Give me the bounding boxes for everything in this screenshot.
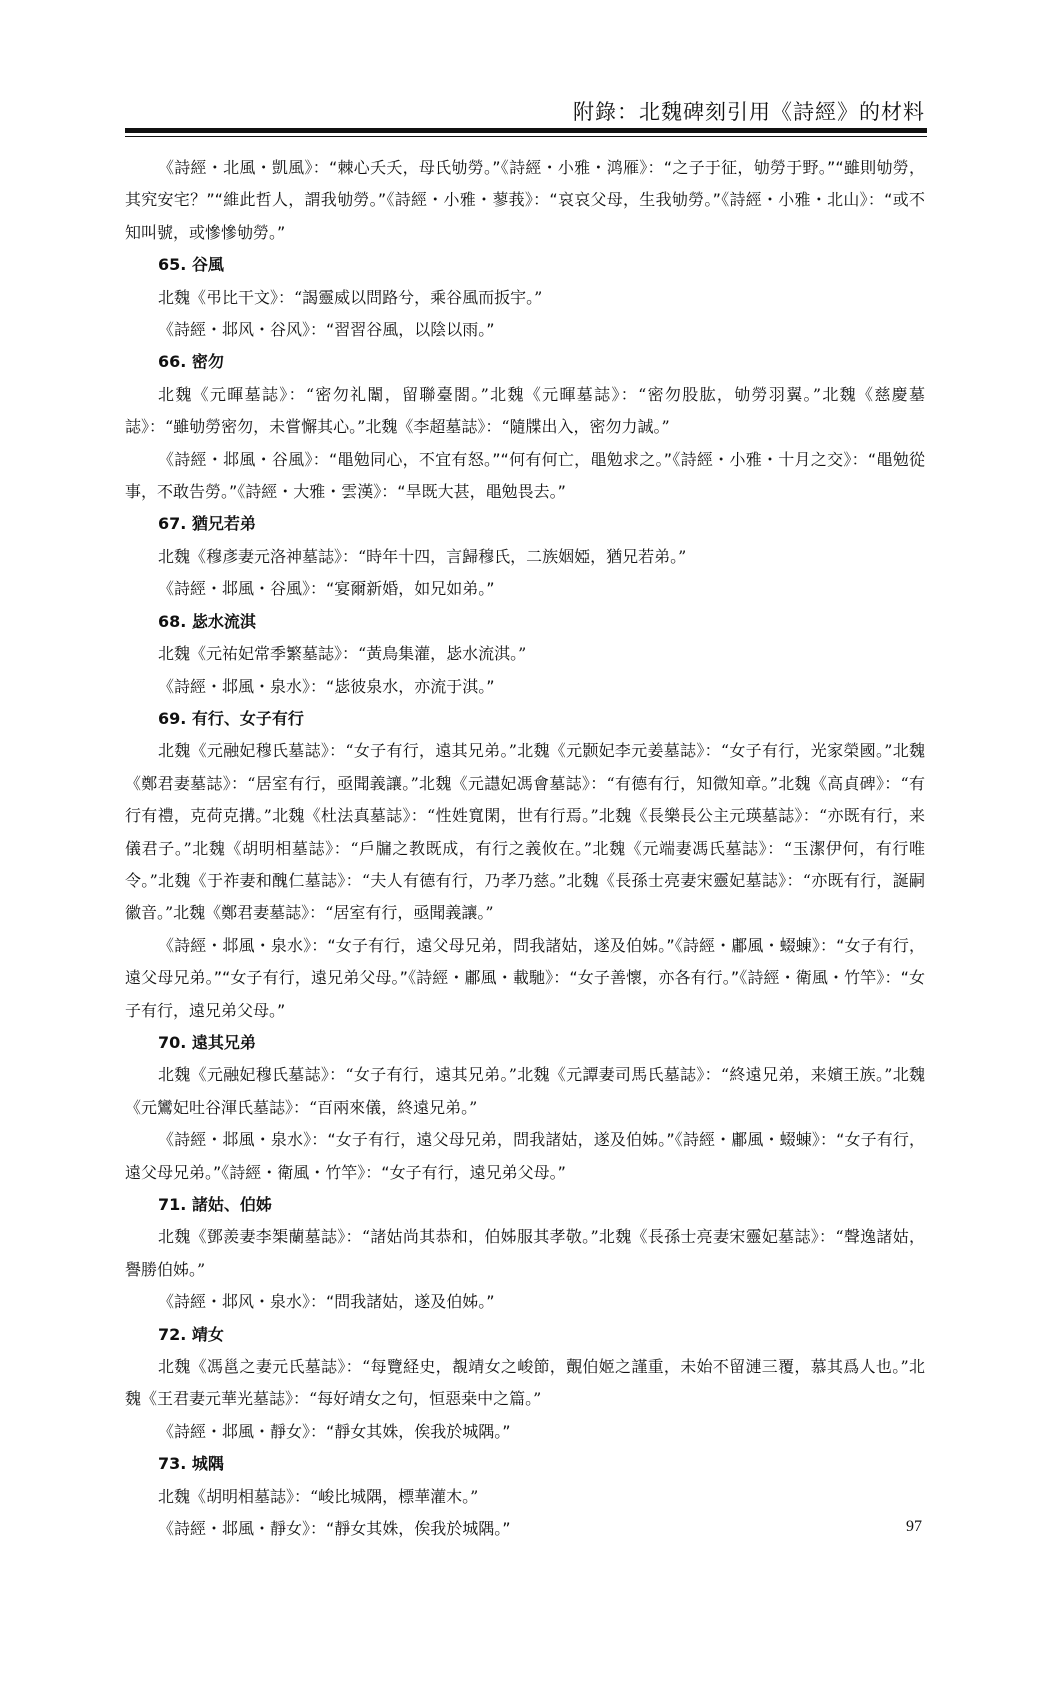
shijing-paragraph: 《詩經・邶风・谷风》：“習習谷風，以陰以雨。” [158,320,495,340]
shijing-paragraph: 《詩經・北風・凱風》：“棘心夭夭，母氏劬勞。”《詩經・小雅・鸿雁》：“之子于征，劬勞于野。”“雖則劬勞，其究安宅？”“維此哲人，謂我劬勞。”《詩經・小雅・蓼莪》：“哀哀父母，生我劬勞。”《詩經・小雅・北山》：“或不知叫號，或慘慘劬勞。” [125,158,925,242]
inscription-paragraph: 北魏《元融妃穆氏墓誌》：“女子有行，遠其兄弟。”北魏《元颢妃李元姜墓誌》：“女子有行，光家榮國。”北魏《鄭君妻墓誌》：“居室有行，亟聞義讓。”北魏《元譿妃馮會墓誌》：“有德有行，知微知章。”北魏《高貞碑》：“有行有禮，克荷克搆。”北魏《杜法真墓誌》：“性姓寬閑，世有行焉。”北魏《長樂長公主元瑛墓誌》：“亦既有行，来儀君子。”北魏《胡明相墓誌》：“戶牖之教既成，有行之義攸在。”北魏《元端妻馮氏墓誌》：“玉潔伊何，有行唯令。”北魏《于祚妻和醜仁墓誌》：“夫人有德有行，乃孝乃慈。”北魏《長孫士亮妻宋靈妃墓誌》：“亦既有行，誕嗣徽音。”北魏《鄭君妻墓誌》：“居室有行，亟聞義讓。” [125,741,925,923]
inscription-paragraph: 北魏《胡明相墓誌》：“峻比城隅，標華灌木。” [158,1486,479,1506]
section-heading: 68. 毖水流淇 [158,611,256,631]
section-heading: 71. 諸姑、伯姊 [158,1195,272,1214]
section-heading: 69. 有行、女子有行 [158,708,304,728]
shijing-paragraph: 《詩經・邶風・靜女》：“靜女其姝，俟我於城隅。” [158,1421,511,1441]
shijing-paragraph: 《詩經・邶風・谷風》：“宴爾新婚，如兄如弟。” [158,579,495,599]
section-heading: 65. 谷風 [158,255,224,275]
header-rule-thick [125,128,927,133]
section-heading: 70. 遠其兄弟 [158,1032,256,1052]
inscription-paragraph: 北魏《馮邕之妻元氏墓誌》：“每覽経史，覩靖女之峻節，覿伯姬之謹重，未始不留漣三覆，慕其爲人也。”北魏《王君妻元華光墓誌》：“每好靖女之句，恒惡桒中之篇。” [125,1357,925,1409]
inscription-paragraph: 北魏《元暉墓誌》：“密勿礼闈，留聯臺閤。”北魏《元暉墓誌》：“密勿股肱，劬勞羽翼。”北魏《慈慶墓誌》：“雖劬勞密勿，未嘗懈其心。”北魏《李超墓誌》：“隨牒出入，密勿力誠。” [125,384,925,437]
shijing-paragraph: 《詩經・邶風・泉水》：“女子有行，遠父母兄弟，問我諸姑，遂及伯姊。”《詩經・鄘風・蝃蝀》：“女子有行，遠父母兄弟。”“女子有行，遠兄弟父母。”《詩經・鄘風・載馳》：“女子善懷，亦各有行。”《詩經・衛風・竹竿》：“女子有行，遠兄弟父母。” [125,935,925,1020]
shijing-paragraph: 《詩經・邶風・谷風》：“黽勉同心，不宜有怒。”“何有何亡，黽勉求之。”《詩經・小雅・十月之交》：“黽勉從事，不敢告勞。”《詩經・大雅・雲漢》：“旱既大甚，黽勉畏去。” [125,449,925,502]
inscription-paragraph: 北魏《弔比干文》：“謁靈威以問路兮，乘谷風而扳宇。” [158,287,543,307]
section-heading: 73. 城隅 [158,1454,224,1474]
page-number: 97 [906,1518,922,1535]
running-header: 附錄：北魏碑刻引用《詩經》的材料 [573,100,925,124]
shijing-paragraph: 《詩經・邶风・泉水》：“問我諸姑，遂及伯姊。” [158,1292,495,1312]
inscription-paragraph: 北魏《元祐妃常季繁墓誌》：“黃鳥集灌，毖水流淇。” [158,644,527,664]
main-text [125,152,925,1545]
shijing-paragraph: 《詩經・邶風・泉水》：“毖彼泉水，亦流于淇。” [158,676,495,696]
section-heading: 67. 猶兄若弟 [158,514,256,534]
inscription-paragraph: 北魏《元融妃穆氏墓誌》：“女子有行，遠其兄弟。”北魏《元譚妻司馬氏墓誌》：“終遠兄弟，来嬪王族。”北魏《元鸞妃吐谷渾氏墓誌》：“百兩來儀，終遠兄弟。” [125,1065,925,1117]
header-rule-thin [125,136,927,137]
inscription-paragraph: 北魏《穆彥妻元洛神墓誌》：“時年十四，言歸穆氏，二族姻婭，猶兄若弟。” [158,546,687,566]
section-heading: 72. 靖女 [158,1324,224,1344]
section-heading: 66. 密勿 [158,352,224,372]
shijing-paragraph: 《詩經・邶風・泉水》：“女子有行，遠父母兄弟，問我諸姑，遂及伯姊。”《詩經・鄘風・蝃蝀》：“女子有行，遠父母兄弟。”《詩經・衛風・竹竿》：“女子有行，遠兄弟父母。” [125,1130,925,1182]
shijing-paragraph: 《詩經・邶風・靜女》：“靜女其姝，俟我於城隅。” [158,1519,511,1539]
inscription-paragraph: 北魏《鄧羨妻李榘蘭墓誌》：“諸姑尚其恭和，伯姊服其孝敬。”北魏《長孫士亮妻宋靈妃墓誌》：“聲逸諸姑，譽勝伯姊。” [125,1227,925,1279]
